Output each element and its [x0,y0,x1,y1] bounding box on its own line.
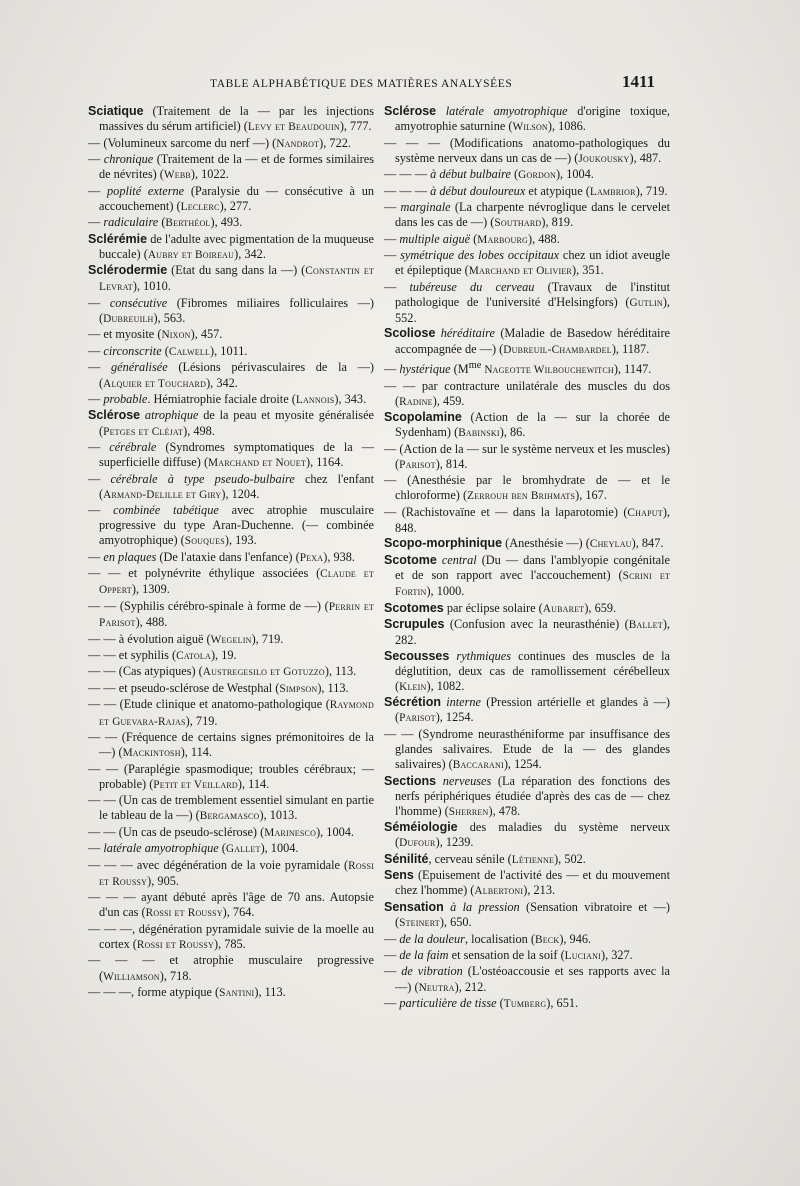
index-entry: — — (Un cas de pseudo-sclérose) (Marinesco), 1004. [88,824,354,839]
index-entry: — latérale amyotrophique (Gallet), 1004. [88,841,299,856]
index-entry: — (Rachistovaïne et — dans la laparotomie) (Chaput), 848. [384,504,670,535]
index-entry: — marginale (La charpente névroglique dans le cervelet dans les cas de —) (Southard), 819. [384,200,671,230]
index-entry: — (Action de la — sur le système nerveux et les muscles) (Parisot), 814. [384,441,670,471]
index-entry: — — et pseudo-sclérose de Westphal (Simpson), 113. [88,680,349,695]
index-entry: — radiculaire (Berthéol), 493. [88,215,243,230]
index-entry: — en plaques (De l'ataxie dans l'enfance) (Pexa), 938. [88,549,355,564]
index-entry: — — —, dégénération pyramidale suivie de la moelle au cortex (Rossi et Roussy), 785. [88,921,374,951]
index-entry: — et myosite (Nixon), 457. [88,327,223,342]
index-entry: Scopo-morphinique (Anesthésie —) (Cheylau), 847. [384,536,664,551]
index-entry: — — — (Modifications anatomo-pathologiques du système nerveux dans un cas de —) (Joukousky), 487. [384,135,670,165]
index-entry: — poplité externe (Paralysie du — consécutive à un accouchement) (Leclerc), 277. [88,183,374,213]
index-entry: — circonscrite (Calwell), 1011. [88,343,248,358]
index-entry: — cérébrale (Syndromes symptomatiques de la — superficielle diffuse) (Marchand et Nouet), 1164. [88,440,374,470]
running-header-title: TABLE ALPHABÉTIQUE DES MATIÈRES ANALYSÉES [210,78,513,90]
index-entry: Scrupules (Confusion avec la neurasthénie) (Ballet), 282. [384,617,670,648]
index-entry: — — et polynévrite éthylique associées (Claude et Oppert), 1309. [88,566,374,597]
index-entry: — généralisée (Lésions périvasculaires de la —) (Alquier et Touchard), 342. [88,360,375,390]
page-number: 1411 [622,72,656,91]
index-column-right [384,104,670,1013]
index-entry: — — par contracture unilatérale des muscles du dos (Radine), 459. [384,378,670,408]
index-entry: — chronique (Traitement de la — et de formes similaires de névrites) (Webb), 1022. [88,152,374,182]
index-entry: Sens (Epuisement de l'activité des — et du mouvement chez l'homme) (Albertoni), 213. [384,868,670,898]
index-entry: — — et syphilis (Catola), 19. [88,648,237,662]
index-entry: — de la douleur, localisation (Beck), 946. [384,931,592,946]
index-entry: Sécrétion interne (Pression artérielle et glandes à —) (Parisot), 1254. [384,695,670,725]
index-entry: — (Anesthésie par le bromhydrate de — et le chloroforme) (Zerrouh ben Brihmats), 167. [384,473,670,503]
index-entry: Secousses rythmiques continues des muscles de la déglutition, deux cas de ramollissement cérébelleux (Klein), 1082. [384,648,670,693]
index-entry: Sections nerveuses (La réparation des fonctions des nerfs périphériques étudiée d'après des cas de — chez l'homme) (Sherren), 478. [384,773,670,818]
index-entry: — de la faim et sensation de la soif (Luciani), 327. [384,948,633,962]
index-entry: Sclérodermie (Etat du sang dans la —) (Constantin et Levrat), 1010. [88,263,374,294]
index-entry: — — — et atrophie musculaire progressive (Williamson), 718. [88,953,374,983]
index-entry: — — (Etude clinique et anatomo-pathologique (Raymond et Guevara-Rajas), 719. [88,697,374,728]
index-entry: — combinée tabétique avec atrophie musculaire progressive du type Aran-Duchenne. (— combinée amyotrophique) (Souques), 193. [88,503,374,548]
index-entry: — — (Un cas de tremblement essentiel simulant en partie le tableau de la —) (Bergamasco), 1013. [88,793,374,823]
index-entry: — — — à début douloureux et atypique (Lambrior), 719. [384,183,668,198]
index-entry: — — — avec dégénération de la voie pyramidale (Rossi et Roussy), 905. [88,857,374,888]
index-entry: — (Volumineux sarcome du nerf —) (Nandrot), 722. [88,135,351,150]
index-entry: — hystérique ($M^{me}$ Nageotte Wilbouchewitch), 1147. [384,360,652,377]
index-entry: — de vibration (L'ostéoaccousie et ses rapports avec la —) (Neutra), 212. [384,964,670,994]
index-entry: — — (Syphilis cérébro-spinale à forme de —) (Perrin et Parisot), 488. [88,598,374,630]
index-entry: — symétrique des lobes occipitaux chez un idiot aveugle et épileptique (Marchand et Olivier), 351. [384,248,670,278]
index-entry: Sclérose latérale amyotrophique d'origine toxique, amyotrophie saturnine (Wilson), 1086. [384,104,670,134]
index-entry: Sclérose atrophique de la peau et myosite généralisée (Petges et Cléjat), 498. [88,408,374,438]
index-entry: Sensation à la pression (Sensation vibratoire et —) (Steinert), 650. [384,899,671,930]
index-column-left [88,104,374,1002]
index-entry: — — —, forme atypique (Santini), 113. [88,985,286,1000]
index-entry: Sénilité, cerveau sénile (Létienne), 502. [384,851,586,866]
index-entry: — — — ayant débuté après l'âge de 70 ans. Autopsie d'un cas (Rossi et Roussy), 764. [88,890,374,920]
index-entry: Sclérémie de l'adulte avec pigmentation de la muqueuse buccale) (Aubry et Boireau), 342. [88,231,374,261]
index-entry: — consécutive (Fibromes miliaires folliculaires —) (Dubreuilh), 563. [88,295,374,325]
index-entry: — particulière de tisse (Tumberg), 651. [384,996,579,1011]
index-entry: — tubéreuse du cerveau (Travaux de l'institut pathologique de l'université d'Helsingfors) (Gutlin), 552. [384,279,670,325]
index-entry: — cérébrale à type pseudo-bulbaire chez l'enfant (Armand-Delille et Giry), 1204. [88,471,374,501]
index-entry: — probable. Hémiatrophie faciale droite (Lannois), 343. [88,391,367,406]
index-entry: — — à évolution aiguë (Wegelin), 719. [88,631,284,646]
index-entry: Scotome central (Du — dans l'amblyopie congénitale et de son rapport avec l'accouchement) (Scrini et Fortin), 1000. [384,552,670,599]
index-entry: Scopolamine (Action de la — sur la chorée de Sydenham) (Babinski), 86. [384,410,670,440]
index-entry: — multiple aiguë (Marbourg), 488. [384,231,560,246]
index-entry: — — (Paraplégie spasmodique; troubles cérébraux; — probable) (Petit et Veillard), 114. [88,761,374,791]
index-entry: Séméiologie des maladies du système nerveux (Dufour), 1239. [384,820,670,850]
index-entry: — — — à début bulbaire (Gordon), 1004. [384,167,594,182]
index-entry: Sciatique (Traitement de la — par les injections massives du sérum artificiel) (Levy et Beaudouin), 777. [88,104,374,134]
index-entry: — — (Cas atypiques) (Austregesilo et Gotuzzo), 113. [88,664,357,679]
index-entry: Scotomes par éclipse solaire (Aubaret), 659. [384,600,617,615]
index-entry: — — (Fréquence de certains signes prémonitoires de la —) (Mackintosh), 114. [88,730,374,760]
index-entry: Scoliose héréditaire (Maladie de Basedow héréditaire accompagnée de —) (Dubreuil-Chambardel), 1187. [384,326,671,356]
index-entry: — — (Syndrome neurasthéniforme par insuffisance des glandes salivaires. Etude de la — des glandes salivaires) (Baccarani), 1254. [384,726,670,772]
